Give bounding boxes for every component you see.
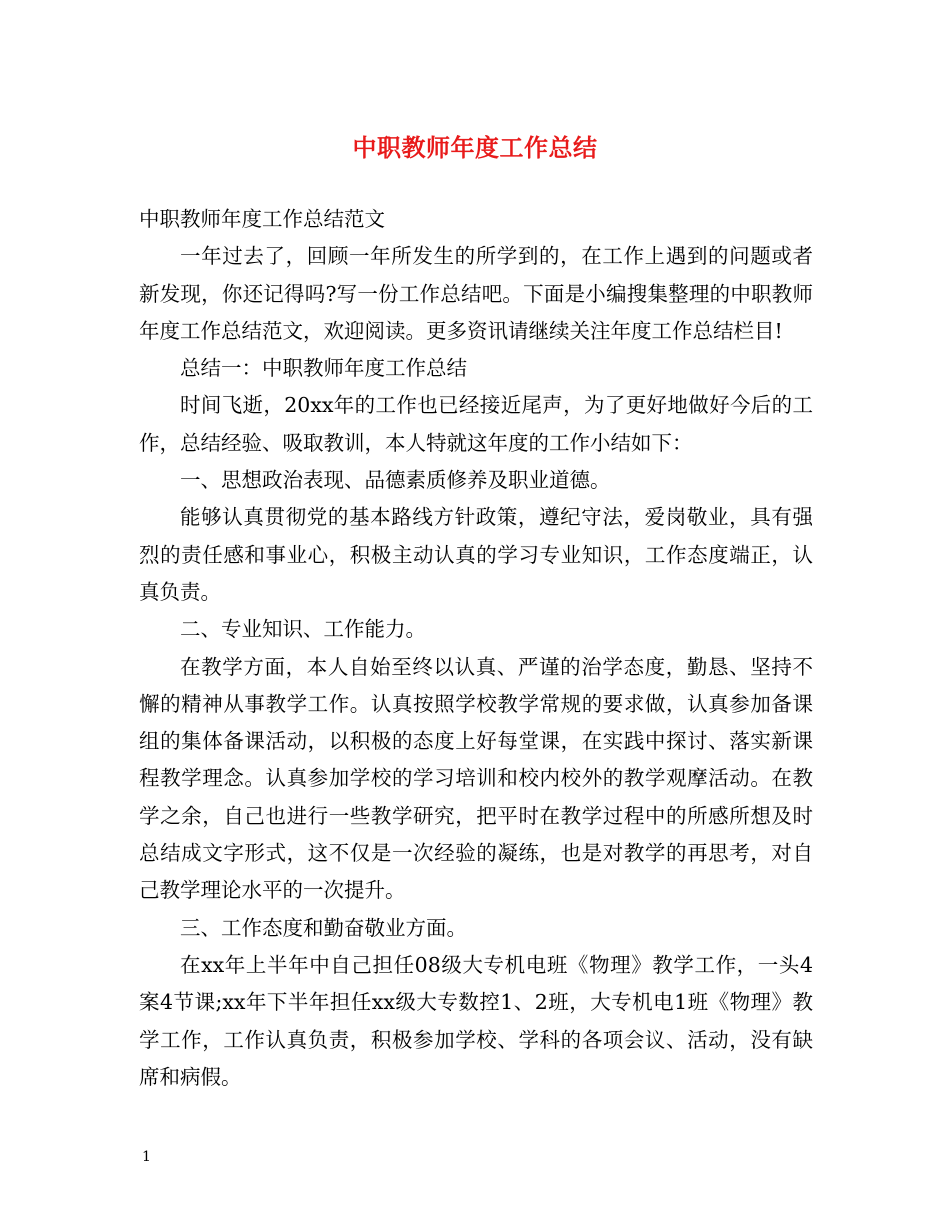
- paragraph-heading-3: 三、工作态度和勤奋敬业方面。: [180, 915, 467, 940]
- document-title: 中职教师年度工作总结: [352, 133, 598, 162]
- paragraph: 能够认真贯彻党的基本路线方针政策，遵纪守法，爱岗敬业，具有强烈的责任感和事业心，积极主动认真的学习专业知识，工作态度端正，认真负责。: [139, 505, 813, 604]
- paragraph: 时间飞逝，20xx年的工作也已经接近尾声，为了更好地做好今后的工作，总结经验、吸取教训，本人特就这年度的工作小结如下：: [139, 393, 813, 455]
- paragraph: 在xx年上半年中自己担任08级大专机电班《物理》教学工作，一头4案4节课;xx年下半年担任xx级大专数控1、2班，大专机电1班《物理》教学工作，工作认真负责，积极参加学校、学科的各项会议、活动，没有缺席和病假。: [139, 952, 813, 1089]
- paragraph-heading-2: 二、专业知识、工作能力。: [180, 617, 426, 642]
- paragraph-subtitle: 中职教师年度工作总结范文: [139, 207, 385, 231]
- paragraph-heading-1: 一、思想政治表现、品德素质修养及职业道德。: [180, 468, 611, 493]
- paragraph-intro: 一年过去了，回顾一年所发生的所学到的，在工作上遇到的问题或者新发现，你还记得吗?写一份工作总结吧。下面是小编搜集整理的中职教师年度工作总结范文，欢迎阅读。更多资讯请继续关注年度工作总结栏目!: [139, 244, 813, 343]
- paragraph-section-heading: 总结一：中职教师年度工作总结: [180, 356, 467, 381]
- page-number: 1: [142, 1149, 151, 1165]
- paragraph: 在教学方面，本人自始至终以认真、严谨的治学态度，勤恳、坚持不懈的精神从事教学工作。认真按照学校教学常规的要求做，认真参加备课组的集体备课活动，以积极的态度上好每堂课，在实践中探讨、落实新课程教学理念。认真参加学校的学习培训和校内校外的教学观摩活动。在教学之余，自己也进行一些教学研究，把平时在教学过程中的所感所想及时总结成文字形式，这不仅是一次经验的凝练，也是对教学的再思考，对自己教学理论水平的一次提升。: [139, 654, 813, 903]
- document-body: [139, 201, 813, 1096]
